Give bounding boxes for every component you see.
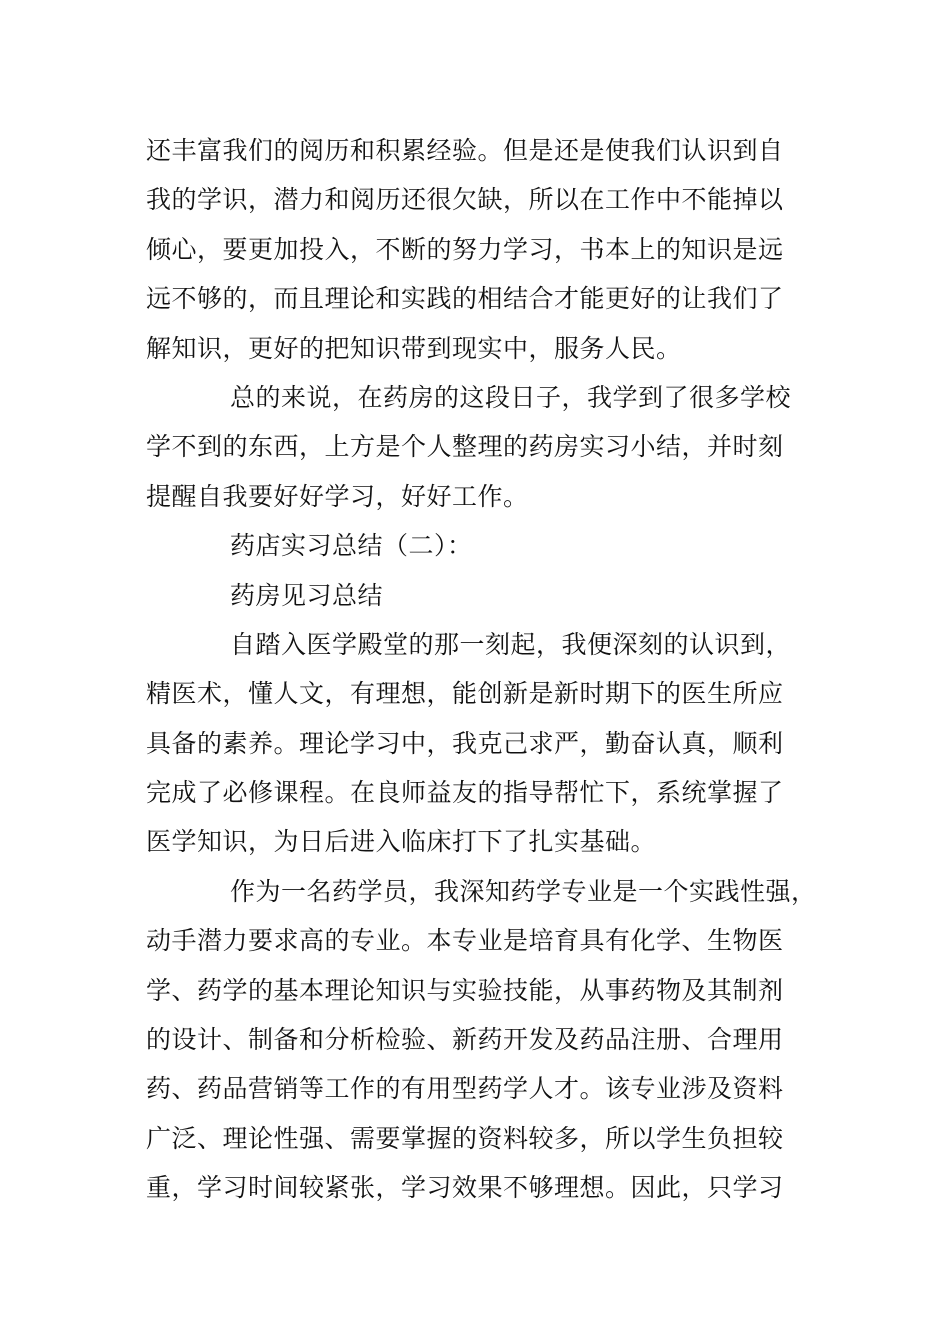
paragraph-start-line: 作为一名药学员，我深知药学专业是一个实践性强， (230, 876, 817, 906)
text-line: 动手潜力要求高的专业。本专业是培育具有化学、生物医 (146, 926, 784, 956)
text-line: 我的学识，潜力和阅历还很欠缺，所以在工作中不能掉以 (146, 185, 784, 215)
text-line: 的设计、制备和分析检验、新药开发及药品注册、合理用 (146, 1025, 784, 1055)
section-subtitle: 药房见习总结 (230, 580, 384, 610)
text-line: 重，学习时间较紧张，学习效果不够理想。因此，只学习 (146, 1173, 784, 1203)
document-body (146, 126, 826, 1213)
paragraph-start-line: 自踏入医学殿堂的那一刻起，我便深刻的认识到， (230, 629, 792, 659)
text-line: 完成了必修课程。在良师益友的指导帮忙下，系统掌握了 (146, 778, 784, 808)
text-line: 倾心，要更加投入，不断的努力学习，书本上的知识是远 (146, 234, 784, 264)
text-line: 医学知识，为日后进入临床打下了扎实基础。 (146, 827, 657, 857)
section-heading: 药店实习总结（二）： (230, 531, 473, 561)
text-line: 药、药品营销等工作的有用型药学人才。该专业涉及资料 (146, 1074, 784, 1104)
paragraph-start-line: 总的来说，在药房的这段日子，我学到了很多学校 (230, 382, 792, 412)
text-line: 学、药学的基本理论知识与实验技能，从事药物及其制剂 (146, 975, 784, 1005)
text-line: 远不够的，而且理论和实践的相结合才能更好的让我们了 (146, 284, 784, 314)
text-line: 精医术，懂人文，有理想，能创新是新时期下的医生所应 (146, 679, 784, 709)
text-line: 提醒自我要好好学习，好好工作。 (146, 481, 529, 511)
text-line: 学不到的东西，上方是个人整理的药房实习小结，并时刻 (146, 432, 784, 462)
text-line: 解知识，更好的把知识带到现实中，服务人民。 (146, 333, 682, 363)
text-line: 广泛、理论性强、需要掌握的资料较多，所以学生负担较 (146, 1123, 784, 1153)
text-line: 具备的素养。理论学习中，我克己求严，勤奋认真，顺利 (146, 728, 784, 758)
text-line: 还丰富我们的阅历和积累经验。但是还是使我们认识到自 (146, 136, 784, 165)
